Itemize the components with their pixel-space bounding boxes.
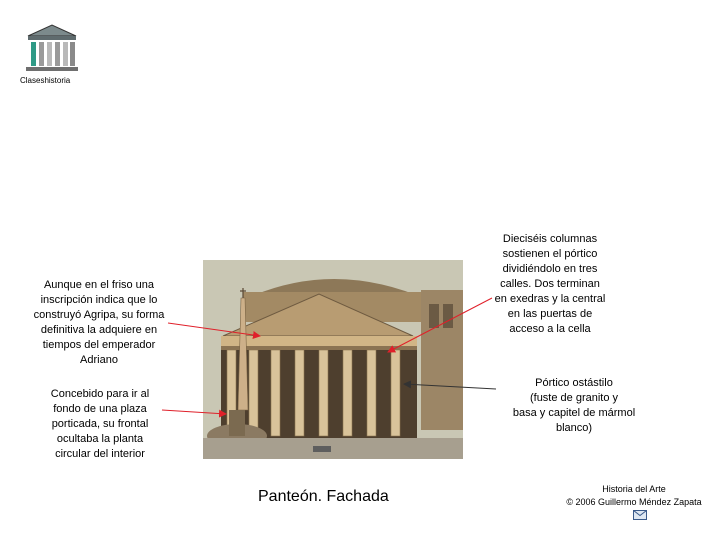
brand-name: Claseshistoria xyxy=(20,76,71,85)
temple-icon xyxy=(24,22,80,74)
pantheon-photo xyxy=(203,260,463,459)
annotation-columnas: Dieciséis columnas sostienen el pórtico dividiéndolo en tres calles. Dos terminan en exedras y la central en las puertas de acceso a la cella xyxy=(494,233,606,335)
annotation-friso: Aunque en el friso una inscripción indica que lo construyó Agripa, su forma definitiva la adquiere en tiempos del emperador Adriano xyxy=(33,279,165,366)
slide-title: Panteón. Fachada xyxy=(258,488,389,505)
annotation-portico: Pórtico ostástilo (fuste de granito y basa y capitel de mármol blanco) xyxy=(512,377,636,434)
annotation-plaza: Concebido para ir al fondo de una plaza porticada, su frontal ocultaba la planta circular del interior xyxy=(50,388,150,460)
credit: Historia del Arte © 2006 Guillermo Méndez Zapata xyxy=(566,484,702,507)
mail-icon[interactable] xyxy=(633,510,647,520)
